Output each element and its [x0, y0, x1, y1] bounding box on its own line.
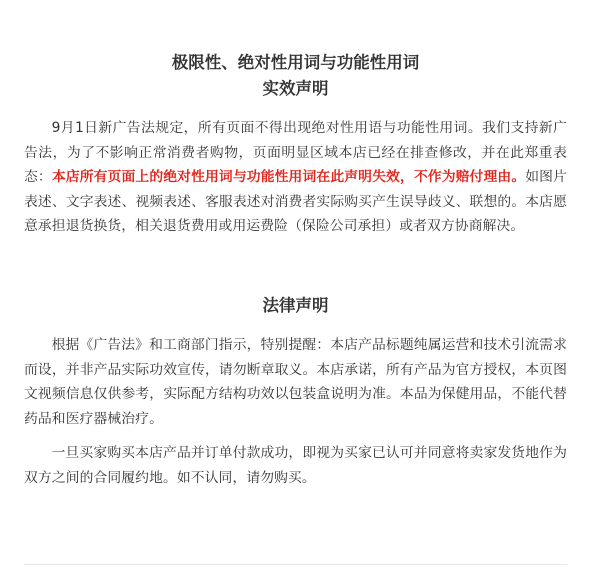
legal-section-body	[24, 333, 567, 491]
legal-paragraph-2: 一旦买家购买本店产品并订单付款成功，即视为买家已认可并同意将卖家发货地作为双方之间的合同履约地。如不认同，请勿购买。	[24, 445, 567, 486]
statement-text-part-1: 9月1日新广告法规定，所有页面不得出现绝对性用语与功能性用词。我们支持新广告法，为了不影响正常消费者购物，页面明显区域本店已经在排查修改，并在此郑重表态：	[24, 120, 567, 186]
bottom-divider	[24, 564, 567, 565]
section-title-line-2: 实效声明	[262, 79, 329, 98]
section-legal-statement	[24, 293, 567, 491]
legal-paragraph-1: 根据《广告法》和工商部门指示，特别提醒：本店产品标题纯属运营和技术引流需求而设，并非产品实际功效宣传，请勿断章取义。本店承诺，所有产品为官方授权，本页图文视频信息仅供参考，实际配方结构功效以包装盒说明为准。本品为保健用品，不能代替药品和医疗器械治疗。	[24, 336, 567, 427]
section-effectiveness-statement	[24, 0, 567, 239]
legal-section-title: 法律声明	[262, 295, 329, 315]
section-title-line-1: 极限性、绝对性用词与功能性用词	[171, 53, 420, 72]
statement-paragraph	[24, 116, 567, 239]
statement-text-part-2: 如图片表述、文字表述、视频表述、客服表述对消费者实际购买产生误导歧义、联想的。本店愿意承担退货换货，相关退货费用或用运费险（保险公司承担）或者双方协商解决。	[24, 169, 567, 235]
paragraph-gap	[24, 431, 567, 441]
statement-highlight: 本店所有页面上的绝对性用词与功能性用词在此声明失效，不作为赔付理由。	[51, 169, 526, 186]
section-body	[24, 116, 567, 239]
